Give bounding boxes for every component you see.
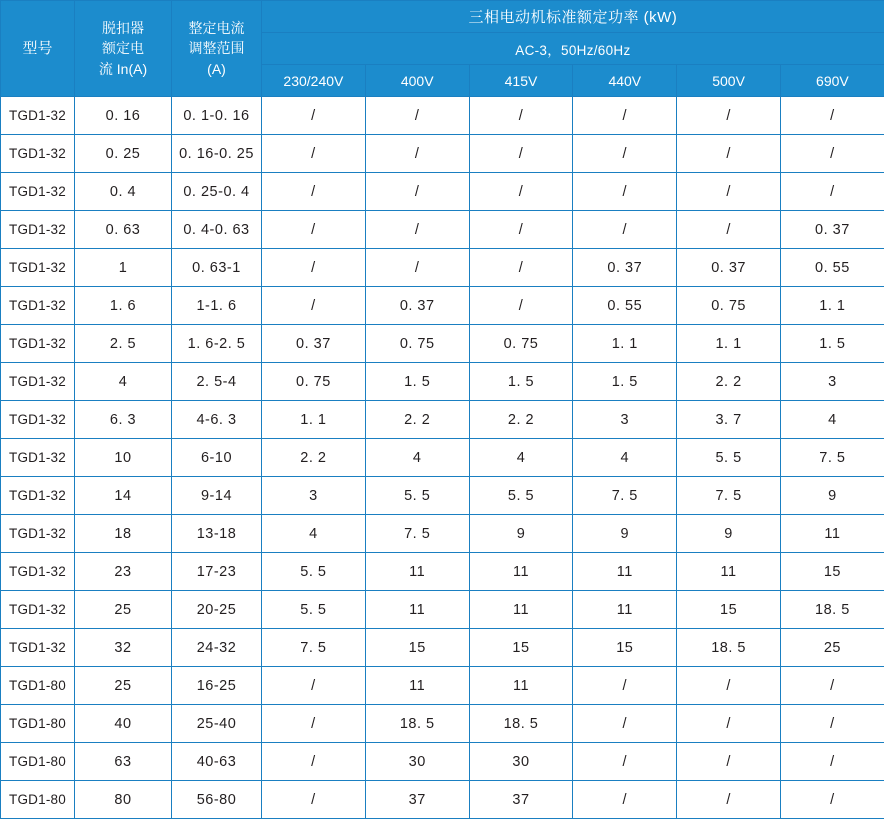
cell-power-rating: 5. 5 xyxy=(677,439,781,477)
header-trip-current-line-3: 流 In(A) xyxy=(75,59,171,79)
cell-trip-current: 4 xyxy=(75,363,172,401)
cell-power-rating: 0. 55 xyxy=(780,249,884,287)
cell-trip-current: 0. 25 xyxy=(75,135,172,173)
cell-setting-range: 13-18 xyxy=(172,515,262,553)
cell-model: TGD1-80 xyxy=(1,743,75,781)
cell-power-rating: / xyxy=(262,667,366,705)
header-voltage-230-240v: 230/240V xyxy=(262,65,366,97)
cell-power-rating: / xyxy=(780,667,884,705)
cell-power-rating: / xyxy=(365,173,469,211)
table-row xyxy=(1,211,884,249)
header-ac3: AC-3，50Hz/60Hz xyxy=(262,33,884,65)
cell-model: TGD1-32 xyxy=(1,439,75,477)
cell-power-rating: 15 xyxy=(780,553,884,591)
cell-power-rating: / xyxy=(573,97,677,135)
cell-power-rating: 7. 5 xyxy=(573,477,677,515)
cell-setting-range: 4-6. 3 xyxy=(172,401,262,439)
cell-power-rating: / xyxy=(262,781,366,819)
cell-power-rating: 11 xyxy=(469,591,573,629)
cell-power-rating: / xyxy=(780,705,884,743)
cell-power-rating: 11 xyxy=(469,553,573,591)
cell-power-rating: / xyxy=(677,743,781,781)
cell-power-rating: / xyxy=(573,743,677,781)
cell-trip-current: 1. 6 xyxy=(75,287,172,325)
cell-power-rating: 11 xyxy=(573,591,677,629)
cell-trip-current: 63 xyxy=(75,743,172,781)
cell-trip-current: 40 xyxy=(75,705,172,743)
cell-power-rating: 4 xyxy=(780,401,884,439)
cell-setting-range: 2. 5-4 xyxy=(172,363,262,401)
cell-setting-range: 25-40 xyxy=(172,705,262,743)
cell-model: TGD1-32 xyxy=(1,173,75,211)
cell-power-rating: 15 xyxy=(573,629,677,667)
cell-trip-current: 25 xyxy=(75,591,172,629)
cell-power-rating: 37 xyxy=(469,781,573,819)
cell-model: TGD1-32 xyxy=(1,477,75,515)
cell-power-rating: 15 xyxy=(469,629,573,667)
cell-power-rating: / xyxy=(365,249,469,287)
cell-power-rating: 1. 5 xyxy=(365,363,469,401)
cell-power-rating: 7. 5 xyxy=(780,439,884,477)
cell-power-rating: 9 xyxy=(780,477,884,515)
header-setting-range xyxy=(172,1,262,97)
cell-power-rating: 3 xyxy=(780,363,884,401)
header-trip-current xyxy=(75,1,172,97)
cell-setting-range: 1. 6-2. 5 xyxy=(172,325,262,363)
cell-model: TGD1-32 xyxy=(1,249,75,287)
cell-power-rating: / xyxy=(469,249,573,287)
cell-power-rating: 7. 5 xyxy=(677,477,781,515)
table-row xyxy=(1,249,884,287)
table-row xyxy=(1,287,884,325)
cell-power-rating: / xyxy=(469,211,573,249)
table-header xyxy=(1,1,884,97)
cell-power-rating: / xyxy=(677,97,781,135)
table-body xyxy=(1,97,884,819)
cell-power-rating: 5. 5 xyxy=(262,553,366,591)
cell-power-rating: / xyxy=(262,743,366,781)
cell-power-rating: 25 xyxy=(780,629,884,667)
cell-power-rating: 7. 5 xyxy=(365,515,469,553)
cell-model: TGD1-32 xyxy=(1,363,75,401)
table-row xyxy=(1,553,884,591)
cell-power-rating: 37 xyxy=(365,781,469,819)
cell-power-rating: 11 xyxy=(365,591,469,629)
cell-trip-current: 32 xyxy=(75,629,172,667)
cell-setting-range: 40-63 xyxy=(172,743,262,781)
header-trip-current-line-2: 额定电 xyxy=(75,38,171,58)
cell-power-rating: 0. 55 xyxy=(573,287,677,325)
cell-power-rating: 1. 5 xyxy=(780,325,884,363)
cell-trip-current: 0. 4 xyxy=(75,173,172,211)
cell-power-rating: / xyxy=(262,705,366,743)
cell-power-rating: 0. 37 xyxy=(677,249,781,287)
cell-trip-current: 80 xyxy=(75,781,172,819)
cell-power-rating: / xyxy=(677,781,781,819)
cell-power-rating: / xyxy=(262,173,366,211)
cell-power-rating: 0. 75 xyxy=(262,363,366,401)
cell-power-rating: 0. 75 xyxy=(469,325,573,363)
header-trip-current-line-1: 脱扣器 xyxy=(75,18,171,38)
cell-power-rating: / xyxy=(365,97,469,135)
cell-power-rating: 18. 5 xyxy=(469,705,573,743)
cell-power-rating: 11 xyxy=(677,553,781,591)
cell-power-rating: 2. 2 xyxy=(365,401,469,439)
cell-model: TGD1-32 xyxy=(1,135,75,173)
cell-power-rating: / xyxy=(469,173,573,211)
cell-power-rating: / xyxy=(780,173,884,211)
cell-trip-current: 1 xyxy=(75,249,172,287)
cell-power-rating: / xyxy=(365,211,469,249)
cell-model: TGD1-32 xyxy=(1,325,75,363)
table-row xyxy=(1,477,884,515)
cell-power-rating: / xyxy=(469,287,573,325)
cell-power-rating: 0. 37 xyxy=(262,325,366,363)
header-voltage-400v: 400V xyxy=(365,65,469,97)
cell-setting-range: 16-25 xyxy=(172,667,262,705)
header-row-group xyxy=(1,1,884,33)
table-row xyxy=(1,629,884,667)
cell-power-rating: / xyxy=(780,743,884,781)
cell-setting-range: 9-14 xyxy=(172,477,262,515)
cell-power-rating: / xyxy=(677,211,781,249)
cell-model: TGD1-80 xyxy=(1,781,75,819)
header-voltage-415v: 415V xyxy=(469,65,573,97)
cell-setting-range: 17-23 xyxy=(172,553,262,591)
cell-power-rating: / xyxy=(780,781,884,819)
cell-power-rating: 4 xyxy=(573,439,677,477)
cell-setting-range: 0. 1-0. 16 xyxy=(172,97,262,135)
cell-power-rating: 1. 1 xyxy=(780,287,884,325)
cell-power-rating: / xyxy=(469,97,573,135)
cell-power-rating: 9 xyxy=(469,515,573,553)
cell-power-rating: / xyxy=(262,97,366,135)
cell-power-rating: 3 xyxy=(262,477,366,515)
cell-power-rating: 7. 5 xyxy=(262,629,366,667)
cell-setting-range: 6-10 xyxy=(172,439,262,477)
cell-model: TGD1-32 xyxy=(1,591,75,629)
cell-power-rating: / xyxy=(573,667,677,705)
cell-power-rating: 4 xyxy=(365,439,469,477)
cell-power-rating: 4 xyxy=(469,439,573,477)
cell-model: TGD1-80 xyxy=(1,667,75,705)
cell-power-rating: / xyxy=(573,211,677,249)
table-row xyxy=(1,781,884,819)
cell-model: TGD1-80 xyxy=(1,705,75,743)
cell-power-rating: / xyxy=(365,135,469,173)
table-row xyxy=(1,667,884,705)
table-row xyxy=(1,439,884,477)
cell-trip-current: 10 xyxy=(75,439,172,477)
cell-setting-range: 0. 63-1 xyxy=(172,249,262,287)
cell-power-rating: / xyxy=(677,135,781,173)
header-voltage-500v: 500V xyxy=(677,65,781,97)
cell-trip-current: 14 xyxy=(75,477,172,515)
header-model: 型号 xyxy=(1,1,75,97)
table-row xyxy=(1,515,884,553)
cell-power-rating: 30 xyxy=(469,743,573,781)
cell-power-rating: / xyxy=(780,135,884,173)
cell-setting-range: 0. 16-0. 25 xyxy=(172,135,262,173)
cell-power-rating: / xyxy=(677,705,781,743)
cell-model: TGD1-32 xyxy=(1,515,75,553)
header-voltage-690v: 690V xyxy=(780,65,884,97)
cell-power-rating: / xyxy=(677,667,781,705)
cell-power-rating: / xyxy=(573,705,677,743)
cell-setting-range: 1-1. 6 xyxy=(172,287,262,325)
header-setting-range-line-1: 整定电流 xyxy=(172,18,261,38)
cell-power-rating: 18. 5 xyxy=(677,629,781,667)
cell-power-rating: 11 xyxy=(469,667,573,705)
table-row xyxy=(1,363,884,401)
cell-power-rating: 5. 5 xyxy=(365,477,469,515)
cell-power-rating: 18. 5 xyxy=(780,591,884,629)
cell-power-rating: 0. 37 xyxy=(573,249,677,287)
cell-power-rating: 1. 1 xyxy=(573,325,677,363)
cell-power-rating: 0. 37 xyxy=(780,211,884,249)
cell-power-rating: 15 xyxy=(365,629,469,667)
cell-power-rating: 0. 75 xyxy=(677,287,781,325)
cell-setting-range: 24-32 xyxy=(172,629,262,667)
cell-power-rating: 1. 1 xyxy=(677,325,781,363)
cell-setting-range: 0. 4-0. 63 xyxy=(172,211,262,249)
table-row xyxy=(1,135,884,173)
cell-power-rating: / xyxy=(469,135,573,173)
cell-power-rating: / xyxy=(573,135,677,173)
table-row xyxy=(1,173,884,211)
table-row xyxy=(1,401,884,439)
cell-power-rating: / xyxy=(262,287,366,325)
cell-power-rating: / xyxy=(677,173,781,211)
cell-power-rating: 0. 37 xyxy=(365,287,469,325)
cell-model: TGD1-32 xyxy=(1,287,75,325)
cell-setting-range: 20-25 xyxy=(172,591,262,629)
cell-power-rating: 2. 2 xyxy=(469,401,573,439)
cell-power-rating: / xyxy=(262,249,366,287)
cell-power-rating: 5. 5 xyxy=(262,591,366,629)
cell-model: TGD1-32 xyxy=(1,211,75,249)
cell-power-rating: 11 xyxy=(573,553,677,591)
cell-power-rating: 9 xyxy=(677,515,781,553)
cell-power-rating: 1. 5 xyxy=(573,363,677,401)
cell-setting-range: 0. 25-0. 4 xyxy=(172,173,262,211)
cell-trip-current: 0. 63 xyxy=(75,211,172,249)
cell-model: TGD1-32 xyxy=(1,97,75,135)
cell-trip-current: 23 xyxy=(75,553,172,591)
header-setting-range-line-3: (A) xyxy=(172,59,261,79)
cell-power-rating: / xyxy=(262,211,366,249)
cell-power-rating: / xyxy=(573,781,677,819)
cell-model: TGD1-32 xyxy=(1,401,75,439)
table-row xyxy=(1,97,884,135)
cell-power-rating: 2. 2 xyxy=(262,439,366,477)
cell-power-rating: 11 xyxy=(780,515,884,553)
cell-power-rating: 30 xyxy=(365,743,469,781)
cell-model: TGD1-32 xyxy=(1,553,75,591)
cell-power-rating: / xyxy=(262,135,366,173)
header-setting-range-line-2: 调整范围 xyxy=(172,38,261,58)
cell-trip-current: 18 xyxy=(75,515,172,553)
table-row xyxy=(1,705,884,743)
cell-power-rating: 1. 1 xyxy=(262,401,366,439)
header-power-group: 三相电动机标准额定功率 (kW) xyxy=(262,1,884,33)
cell-setting-range: 56-80 xyxy=(172,781,262,819)
cell-trip-current: 0. 16 xyxy=(75,97,172,135)
cell-power-rating: 11 xyxy=(365,553,469,591)
cell-power-rating: 4 xyxy=(262,515,366,553)
cell-power-rating: / xyxy=(780,97,884,135)
cell-power-rating: 5. 5 xyxy=(469,477,573,515)
cell-model: TGD1-32 xyxy=(1,629,75,667)
cell-power-rating: 3. 7 xyxy=(677,401,781,439)
cell-power-rating: 3 xyxy=(573,401,677,439)
table-row xyxy=(1,325,884,363)
cell-power-rating: 18. 5 xyxy=(365,705,469,743)
cell-power-rating: 1. 5 xyxy=(469,363,573,401)
cell-power-rating: 15 xyxy=(677,591,781,629)
cell-trip-current: 6. 3 xyxy=(75,401,172,439)
cell-power-rating: 9 xyxy=(573,515,677,553)
cell-trip-current: 25 xyxy=(75,667,172,705)
cell-power-rating: 0. 75 xyxy=(365,325,469,363)
cell-power-rating: 2. 2 xyxy=(677,363,781,401)
cell-power-rating: 11 xyxy=(365,667,469,705)
cell-power-rating: / xyxy=(573,173,677,211)
cell-trip-current: 2. 5 xyxy=(75,325,172,363)
table-row xyxy=(1,591,884,629)
header-voltage-440v: 440V xyxy=(573,65,677,97)
